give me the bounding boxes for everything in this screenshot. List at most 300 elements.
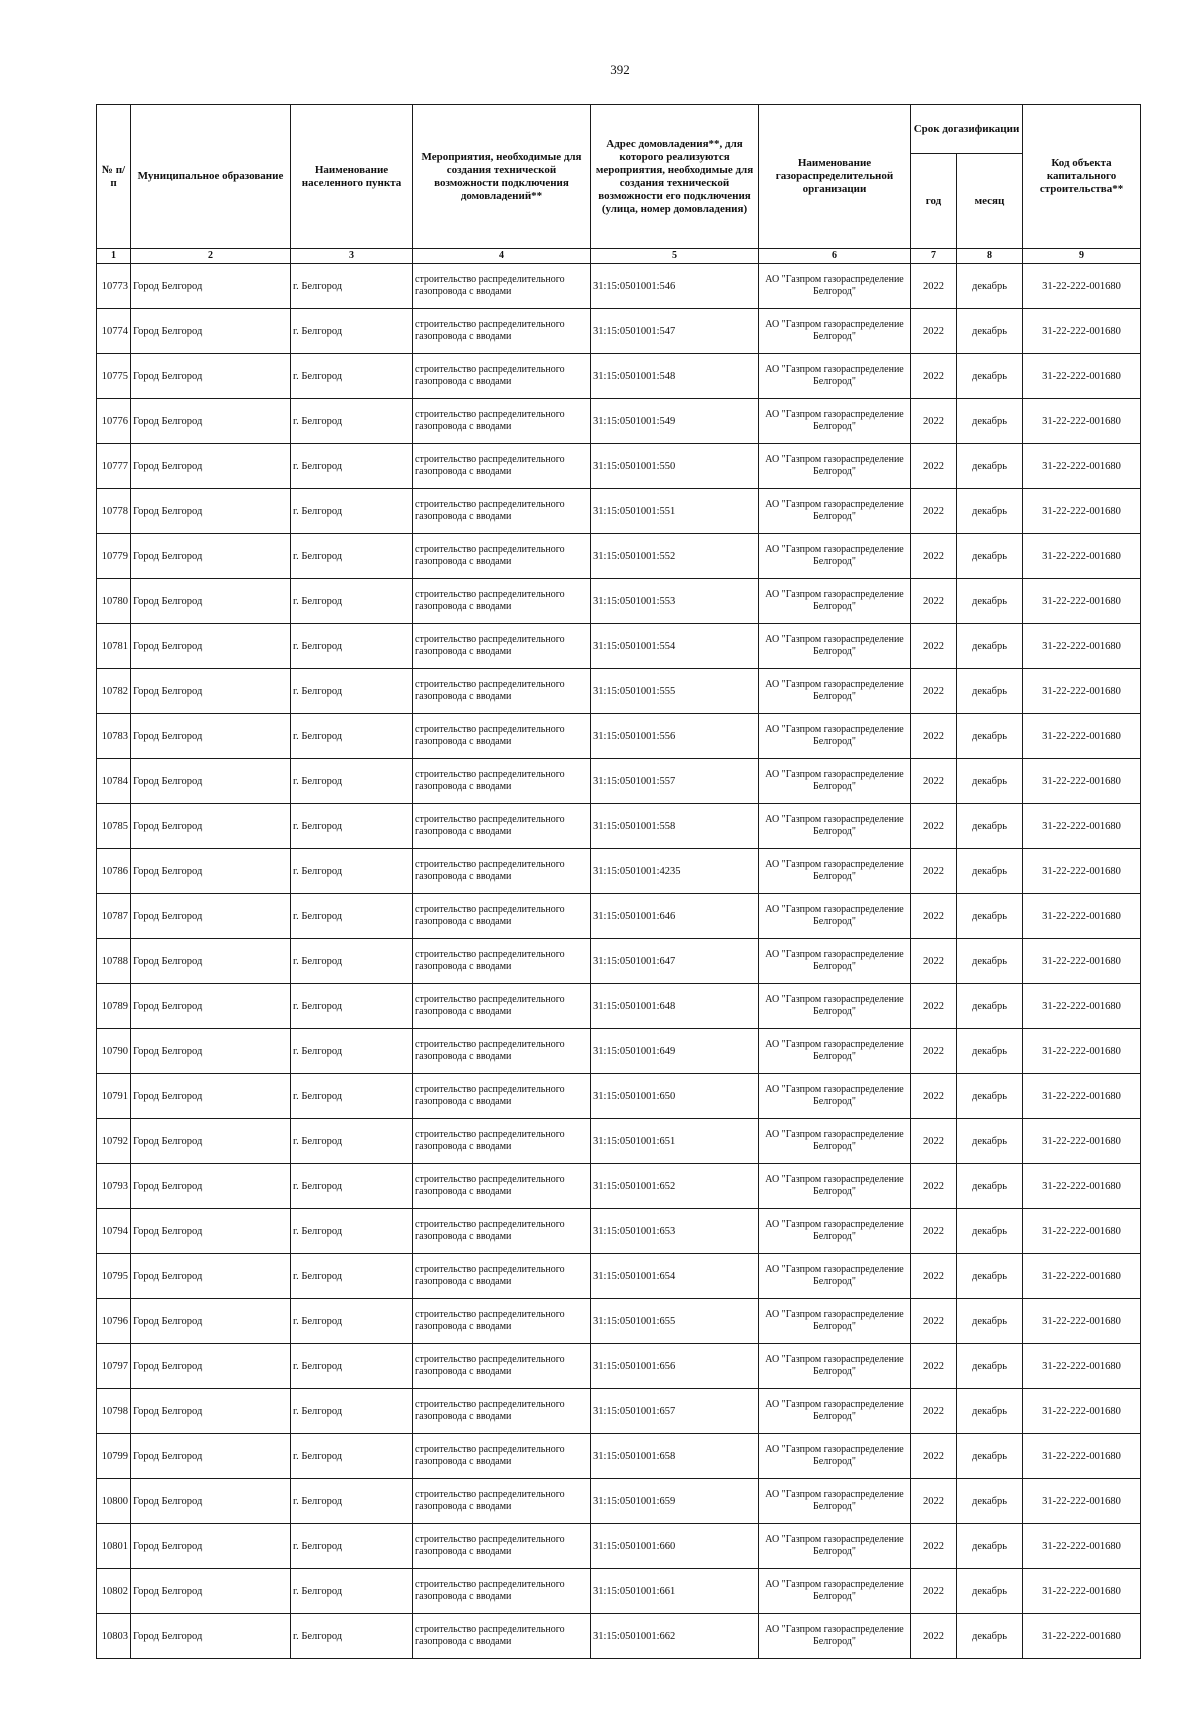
row-number: 10781 — [97, 624, 131, 669]
month-cell: декабрь — [957, 1344, 1023, 1389]
municipality-cell: Город Белгород — [131, 939, 291, 984]
code-cell: 31-22-222-001680 — [1023, 534, 1141, 579]
year-cell: 2022 — [911, 1074, 957, 1119]
locality-cell: г. Белгород — [291, 444, 413, 489]
address-cell: 31:15:0501001:553 — [591, 579, 759, 624]
measures-cell: строительство распределительного газопровода с вводами — [413, 534, 591, 579]
row-number: 10777 — [97, 444, 131, 489]
locality-cell: г. Белгород — [291, 1389, 413, 1434]
organization-cell: АО "Газпром газораспределение Белгород" — [759, 1389, 911, 1434]
organization-cell: АО "Газпром газораспределение Белгород" — [759, 759, 911, 804]
header-address: Адрес домовладения**, для которого реализуются мероприятия, необходимые для создания технической возможности его подключения (улица, номер домовладения) — [591, 105, 759, 249]
year-cell: 2022 — [911, 1389, 957, 1434]
table-row — [97, 399, 1141, 444]
header-locality: Наименование населенного пункта — [291, 105, 413, 249]
address-cell: 31:15:0501001:546 — [591, 264, 759, 309]
address-cell: 31:15:0501001:649 — [591, 1029, 759, 1074]
code-cell: 31-22-222-001680 — [1023, 1119, 1141, 1164]
municipality-cell: Город Белгород — [131, 399, 291, 444]
year-cell: 2022 — [911, 669, 957, 714]
header-year: год — [911, 154, 957, 249]
locality-cell: г. Белгород — [291, 759, 413, 804]
row-number: 10788 — [97, 939, 131, 984]
month-cell: декабрь — [957, 1299, 1023, 1344]
year-cell: 2022 — [911, 894, 957, 939]
code-cell: 31-22-222-001680 — [1023, 489, 1141, 534]
municipality-cell: Город Белгород — [131, 1209, 291, 1254]
table-header — [97, 105, 1141, 264]
measures-cell: строительство распределительного газопровода с вводами — [413, 1209, 591, 1254]
measures-cell: строительство распределительного газопровода с вводами — [413, 1479, 591, 1524]
locality-cell: г. Белгород — [291, 1074, 413, 1119]
municipality-cell: Город Белгород — [131, 1569, 291, 1614]
code-cell: 31-22-222-001680 — [1023, 1569, 1141, 1614]
municipality-cell: Город Белгород — [131, 1254, 291, 1299]
address-cell: 31:15:0501001:662 — [591, 1614, 759, 1659]
month-cell: декабрь — [957, 1209, 1023, 1254]
locality-cell: г. Белгород — [291, 1119, 413, 1164]
organization-cell: АО "Газпром газораспределение Белгород" — [759, 534, 911, 579]
measures-cell: строительство распределительного газопровода с вводами — [413, 1344, 591, 1389]
month-cell: декабрь — [957, 894, 1023, 939]
row-number: 10803 — [97, 1614, 131, 1659]
month-cell: декабрь — [957, 1164, 1023, 1209]
organization-cell: АО "Газпром газораспределение Белгород" — [759, 444, 911, 489]
measures-cell: строительство распределительного газопровода с вводами — [413, 714, 591, 759]
locality-cell: г. Белгород — [291, 669, 413, 714]
table-row — [97, 849, 1141, 894]
address-cell: 31:15:0501001:549 — [591, 399, 759, 444]
code-cell: 31-22-222-001680 — [1023, 399, 1141, 444]
code-cell: 31-22-222-001680 — [1023, 1074, 1141, 1119]
organization-cell: АО "Газпром газораспределение Белгород" — [759, 1614, 911, 1659]
municipality-cell: Город Белгород — [131, 444, 291, 489]
year-cell: 2022 — [911, 1614, 957, 1659]
row-number: 10793 — [97, 1164, 131, 1209]
column-number: 5 — [591, 249, 759, 264]
table-row — [97, 1389, 1141, 1434]
row-number: 10794 — [97, 1209, 131, 1254]
column-number: 6 — [759, 249, 911, 264]
locality-cell: г. Белгород — [291, 1029, 413, 1074]
row-number: 10782 — [97, 669, 131, 714]
year-cell: 2022 — [911, 489, 957, 534]
organization-cell: АО "Газпром газораспределение Белгород" — [759, 264, 911, 309]
row-number: 10780 — [97, 579, 131, 624]
municipality-cell: Город Белгород — [131, 1524, 291, 1569]
month-cell: декабрь — [957, 354, 1023, 399]
measures-cell: строительство распределительного газопровода с вводами — [413, 1119, 591, 1164]
organization-cell: АО "Газпром газораспределение Белгород" — [759, 714, 911, 759]
row-number: 10784 — [97, 759, 131, 804]
month-cell: декабрь — [957, 624, 1023, 669]
month-cell: декабрь — [957, 669, 1023, 714]
year-cell: 2022 — [911, 1344, 957, 1389]
organization-cell: АО "Газпром газораспределение Белгород" — [759, 1524, 911, 1569]
measures-cell: строительство распределительного газопровода с вводами — [413, 399, 591, 444]
year-cell: 2022 — [911, 354, 957, 399]
year-cell: 2022 — [911, 264, 957, 309]
organization-cell: АО "Газпром газораспределение Белгород" — [759, 1479, 911, 1524]
row-number: 10798 — [97, 1389, 131, 1434]
row-number: 10773 — [97, 264, 131, 309]
locality-cell: г. Белгород — [291, 354, 413, 399]
table-row — [97, 1569, 1141, 1614]
month-cell: декабрь — [957, 849, 1023, 894]
table-row — [97, 264, 1141, 309]
measures-cell: строительство распределительного газопровода с вводами — [413, 759, 591, 804]
address-cell: 31:15:0501001:654 — [591, 1254, 759, 1299]
month-cell: декабрь — [957, 1074, 1023, 1119]
year-cell: 2022 — [911, 1164, 957, 1209]
code-cell: 31-22-222-001680 — [1023, 624, 1141, 669]
measures-cell: строительство распределительного газопровода с вводами — [413, 444, 591, 489]
locality-cell: г. Белгород — [291, 264, 413, 309]
locality-cell: г. Белгород — [291, 1524, 413, 1569]
header-month: месяц — [957, 154, 1023, 249]
year-cell: 2022 — [911, 1299, 957, 1344]
code-cell: 31-22-222-001680 — [1023, 1164, 1141, 1209]
organization-cell: АО "Газпром газораспределение Белгород" — [759, 624, 911, 669]
municipality-cell: Город Белгород — [131, 894, 291, 939]
row-number: 10791 — [97, 1074, 131, 1119]
municipality-cell: Город Белгород — [131, 984, 291, 1029]
organization-cell: АО "Газпром газораспределение Белгород" — [759, 1254, 911, 1299]
month-cell: декабрь — [957, 1029, 1023, 1074]
municipality-cell: Город Белгород — [131, 354, 291, 399]
year-cell: 2022 — [911, 804, 957, 849]
row-number: 10778 — [97, 489, 131, 534]
row-number: 10776 — [97, 399, 131, 444]
organization-cell: АО "Газпром газораспределение Белгород" — [759, 1569, 911, 1614]
address-cell: 31:15:0501001:660 — [591, 1524, 759, 1569]
month-cell: декабрь — [957, 804, 1023, 849]
address-cell: 31:15:0501001:646 — [591, 894, 759, 939]
code-cell: 31-22-222-001680 — [1023, 1434, 1141, 1479]
year-cell: 2022 — [911, 399, 957, 444]
table-row — [97, 1254, 1141, 1299]
address-cell: 31:15:0501001:658 — [591, 1434, 759, 1479]
address-cell: 31:15:0501001:651 — [591, 1119, 759, 1164]
municipality-cell: Город Белгород — [131, 1299, 291, 1344]
address-cell: 31:15:0501001:661 — [591, 1569, 759, 1614]
year-cell: 2022 — [911, 1569, 957, 1614]
month-cell: декабрь — [957, 1524, 1023, 1569]
code-cell: 31-22-222-001680 — [1023, 1614, 1141, 1659]
table-row — [97, 444, 1141, 489]
locality-cell: г. Белгород — [291, 489, 413, 534]
measures-cell: строительство распределительного газопровода с вводами — [413, 309, 591, 354]
locality-cell: г. Белгород — [291, 1344, 413, 1389]
address-cell: 31:15:0501001:556 — [591, 714, 759, 759]
month-cell: декабрь — [957, 1434, 1023, 1479]
table-row — [97, 1299, 1141, 1344]
locality-cell: г. Белгород — [291, 534, 413, 579]
organization-cell: АО "Газпром газораспределение Белгород" — [759, 1074, 911, 1119]
header-municipality: Муниципальное образование — [131, 105, 291, 249]
address-cell: 31:15:0501001:659 — [591, 1479, 759, 1524]
measures-cell: строительство распределительного газопровода с вводами — [413, 1164, 591, 1209]
address-cell: 31:15:0501001:550 — [591, 444, 759, 489]
locality-cell: г. Белгород — [291, 714, 413, 759]
year-cell: 2022 — [911, 1209, 957, 1254]
municipality-cell: Город Белгород — [131, 264, 291, 309]
locality-cell: г. Белгород — [291, 1614, 413, 1659]
address-cell: 31:15:0501001:648 — [591, 984, 759, 1029]
row-number: 10802 — [97, 1569, 131, 1614]
address-cell: 31:15:0501001:4235 — [591, 849, 759, 894]
code-cell: 31-22-222-001680 — [1023, 309, 1141, 354]
municipality-cell: Город Белгород — [131, 804, 291, 849]
table-body — [97, 264, 1141, 1659]
table-row — [97, 759, 1141, 804]
column-number: 7 — [911, 249, 957, 264]
organization-cell: АО "Газпром газораспределение Белгород" — [759, 1119, 911, 1164]
code-cell: 31-22-222-001680 — [1023, 894, 1141, 939]
table-row — [97, 1164, 1141, 1209]
header-measures: Мероприятия, необходимые для создания технической возможности подключения домовладений** — [413, 105, 591, 249]
municipality-cell: Город Белгород — [131, 1029, 291, 1074]
organization-cell: АО "Газпром газораспределение Белгород" — [759, 669, 911, 714]
address-cell: 31:15:0501001:657 — [591, 1389, 759, 1434]
address-cell: 31:15:0501001:555 — [591, 669, 759, 714]
year-cell: 2022 — [911, 1434, 957, 1479]
organization-cell: АО "Газпром газораспределение Белгород" — [759, 849, 911, 894]
code-cell: 31-22-222-001680 — [1023, 984, 1141, 1029]
row-number: 10796 — [97, 1299, 131, 1344]
year-cell: 2022 — [911, 309, 957, 354]
address-cell: 31:15:0501001:650 — [591, 1074, 759, 1119]
month-cell: декабрь — [957, 1614, 1023, 1659]
locality-cell: г. Белгород — [291, 1434, 413, 1479]
row-number: 10783 — [97, 714, 131, 759]
measures-cell: строительство распределительного газопровода с вводами — [413, 849, 591, 894]
table-row — [97, 984, 1141, 1029]
row-number: 10790 — [97, 1029, 131, 1074]
municipality-cell: Город Белгород — [131, 669, 291, 714]
measures-cell: строительство распределительного газопровода с вводами — [413, 669, 591, 714]
row-number: 10792 — [97, 1119, 131, 1164]
month-cell: декабрь — [957, 579, 1023, 624]
measures-cell: строительство распределительного газопровода с вводами — [413, 579, 591, 624]
table-row — [97, 1029, 1141, 1074]
address-cell: 31:15:0501001:558 — [591, 804, 759, 849]
code-cell: 31-22-222-001680 — [1023, 1254, 1141, 1299]
locality-cell: г. Белгород — [291, 939, 413, 984]
organization-cell: АО "Газпром газораспределение Белгород" — [759, 984, 911, 1029]
table-row — [97, 1524, 1141, 1569]
column-number: 9 — [1023, 249, 1141, 264]
organization-cell: АО "Газпром газораспределение Белгород" — [759, 1434, 911, 1479]
organization-cell: АО "Газпром газораспределение Белгород" — [759, 939, 911, 984]
measures-cell: строительство распределительного газопровода с вводами — [413, 354, 591, 399]
measures-cell: строительство распределительного газопровода с вводами — [413, 1524, 591, 1569]
locality-cell: г. Белгород — [291, 984, 413, 1029]
table-row — [97, 669, 1141, 714]
row-number: 10799 — [97, 1434, 131, 1479]
locality-cell: г. Белгород — [291, 1569, 413, 1614]
municipality-cell: Город Белгород — [131, 1164, 291, 1209]
month-cell: декабрь — [957, 714, 1023, 759]
address-cell: 31:15:0501001:554 — [591, 624, 759, 669]
table-row — [97, 804, 1141, 849]
year-cell: 2022 — [911, 444, 957, 489]
measures-cell: строительство распределительного газопровода с вводами — [413, 1074, 591, 1119]
month-cell: декабрь — [957, 939, 1023, 984]
header-num: № п/п — [97, 105, 131, 249]
locality-cell: г. Белгород — [291, 849, 413, 894]
measures-cell: строительство распределительного газопровода с вводами — [413, 1614, 591, 1659]
address-cell: 31:15:0501001:557 — [591, 759, 759, 804]
table-row — [97, 894, 1141, 939]
row-number: 10801 — [97, 1524, 131, 1569]
code-cell: 31-22-222-001680 — [1023, 804, 1141, 849]
measures-cell: строительство распределительного газопровода с вводами — [413, 1569, 591, 1614]
locality-cell: г. Белгород — [291, 624, 413, 669]
column-number: 2 — [131, 249, 291, 264]
locality-cell: г. Белгород — [291, 579, 413, 624]
organization-cell: АО "Газпром газораспределение Белгород" — [759, 1164, 911, 1209]
municipality-cell: Город Белгород — [131, 624, 291, 669]
year-cell: 2022 — [911, 1029, 957, 1074]
code-cell: 31-22-222-001680 — [1023, 1344, 1141, 1389]
code-cell: 31-22-222-001680 — [1023, 1389, 1141, 1434]
address-cell: 31:15:0501001:647 — [591, 939, 759, 984]
municipality-cell: Город Белгород — [131, 309, 291, 354]
measures-cell: строительство распределительного газопровода с вводами — [413, 984, 591, 1029]
table-row — [97, 1209, 1141, 1254]
code-cell: 31-22-222-001680 — [1023, 714, 1141, 759]
table-row — [97, 489, 1141, 534]
organization-cell: АО "Газпром газораспределение Белгород" — [759, 1209, 911, 1254]
table-row — [97, 354, 1141, 399]
municipality-cell: Город Белгород — [131, 849, 291, 894]
measures-cell: строительство распределительного газопровода с вводами — [413, 1254, 591, 1299]
organization-cell: АО "Газпром газораспределение Белгород" — [759, 1344, 911, 1389]
code-cell: 31-22-222-001680 — [1023, 1029, 1141, 1074]
code-cell: 31-22-222-001680 — [1023, 354, 1141, 399]
row-number: 10775 — [97, 354, 131, 399]
code-cell: 31-22-222-001680 — [1023, 1299, 1141, 1344]
measures-cell: строительство распределительного газопровода с вводами — [413, 489, 591, 534]
table-row — [97, 1614, 1141, 1659]
measures-cell: строительство распределительного газопровода с вводами — [413, 264, 591, 309]
measures-cell: строительство распределительного газопровода с вводами — [413, 894, 591, 939]
column-number: 8 — [957, 249, 1023, 264]
table-row — [97, 1434, 1141, 1479]
year-cell: 2022 — [911, 1119, 957, 1164]
municipality-cell: Город Белгород — [131, 489, 291, 534]
address-cell: 31:15:0501001:655 — [591, 1299, 759, 1344]
locality-cell: г. Белгород — [291, 309, 413, 354]
address-cell: 31:15:0501001:548 — [591, 354, 759, 399]
table-row — [97, 714, 1141, 759]
organization-cell: АО "Газпром газораспределение Белгород" — [759, 399, 911, 444]
month-cell: декабрь — [957, 1569, 1023, 1614]
month-cell: декабрь — [957, 1254, 1023, 1299]
municipality-cell: Город Белгород — [131, 1119, 291, 1164]
organization-cell: АО "Газпром газораспределение Белгород" — [759, 489, 911, 534]
organization-cell: АО "Газпром газораспределение Белгород" — [759, 309, 911, 354]
locality-cell: г. Белгород — [291, 1209, 413, 1254]
municipality-cell: Город Белгород — [131, 1614, 291, 1659]
page-number: 392 — [610, 62, 630, 77]
municipality-cell: Город Белгород — [131, 714, 291, 759]
table-row — [97, 534, 1141, 579]
locality-cell: г. Белгород — [291, 804, 413, 849]
address-cell: 31:15:0501001:653 — [591, 1209, 759, 1254]
row-number: 10785 — [97, 804, 131, 849]
month-cell: декабрь — [957, 984, 1023, 1029]
measures-cell: строительство распределительного газопровода с вводами — [413, 624, 591, 669]
locality-cell: г. Белгород — [291, 1479, 413, 1524]
organization-cell: АО "Газпром газораспределение Белгород" — [759, 1299, 911, 1344]
month-cell: декабрь — [957, 1389, 1023, 1434]
measures-cell: строительство распределительного газопровода с вводами — [413, 1434, 591, 1479]
measures-cell: строительство распределительного газопровода с вводами — [413, 1389, 591, 1434]
row-number: 10789 — [97, 984, 131, 1029]
column-number: 1 — [97, 249, 131, 264]
row-number: 10786 — [97, 849, 131, 894]
year-cell: 2022 — [911, 759, 957, 804]
code-cell: 31-22-222-001680 — [1023, 1479, 1141, 1524]
municipality-cell: Город Белгород — [131, 1344, 291, 1389]
year-cell: 2022 — [911, 714, 957, 759]
locality-cell: г. Белгород — [291, 1254, 413, 1299]
organization-cell: АО "Газпром газораспределение Белгород" — [759, 894, 911, 939]
month-cell: декабрь — [957, 759, 1023, 804]
month-cell: декабрь — [957, 1479, 1023, 1524]
month-cell: декабрь — [957, 1119, 1023, 1164]
organization-cell: АО "Газпром газораспределение Белгород" — [759, 354, 911, 399]
code-cell: 31-22-222-001680 — [1023, 1209, 1141, 1254]
address-cell: 31:15:0501001:656 — [591, 1344, 759, 1389]
code-cell: 31-22-222-001680 — [1023, 579, 1141, 624]
header-organization: Наименование газораспределительной организации — [759, 105, 911, 249]
organization-cell: АО "Газпром газораспределение Белгород" — [759, 579, 911, 624]
code-cell: 31-22-222-001680 — [1023, 1524, 1141, 1569]
municipality-cell: Город Белгород — [131, 759, 291, 804]
code-cell: 31-22-222-001680 — [1023, 849, 1141, 894]
municipality-cell: Город Белгород — [131, 579, 291, 624]
column-number: 3 — [291, 249, 413, 264]
measures-cell: строительство распределительного газопровода с вводами — [413, 1029, 591, 1074]
code-cell: 31-22-222-001680 — [1023, 759, 1141, 804]
month-cell: декабрь — [957, 489, 1023, 534]
code-cell: 31-22-222-001680 — [1023, 264, 1141, 309]
table-row — [97, 939, 1141, 984]
year-cell: 2022 — [911, 1524, 957, 1569]
municipality-cell: Город Белгород — [131, 1389, 291, 1434]
header-code: Код объекта капитального строительства** — [1023, 105, 1141, 249]
address-cell: 31:15:0501001:551 — [591, 489, 759, 534]
address-cell: 31:15:0501001:652 — [591, 1164, 759, 1209]
municipality-cell: Город Белгород — [131, 1479, 291, 1524]
table-row — [97, 579, 1141, 624]
month-cell: декабрь — [957, 534, 1023, 579]
code-cell: 31-22-222-001680 — [1023, 669, 1141, 714]
row-number: 10787 — [97, 894, 131, 939]
locality-cell: г. Белгород — [291, 1164, 413, 1209]
code-cell: 31-22-222-001680 — [1023, 444, 1141, 489]
year-cell: 2022 — [911, 624, 957, 669]
year-cell: 2022 — [911, 939, 957, 984]
year-cell: 2022 — [911, 534, 957, 579]
table-row — [97, 1119, 1141, 1164]
address-cell: 31:15:0501001:552 — [591, 534, 759, 579]
row-number: 10779 — [97, 534, 131, 579]
year-cell: 2022 — [911, 849, 957, 894]
